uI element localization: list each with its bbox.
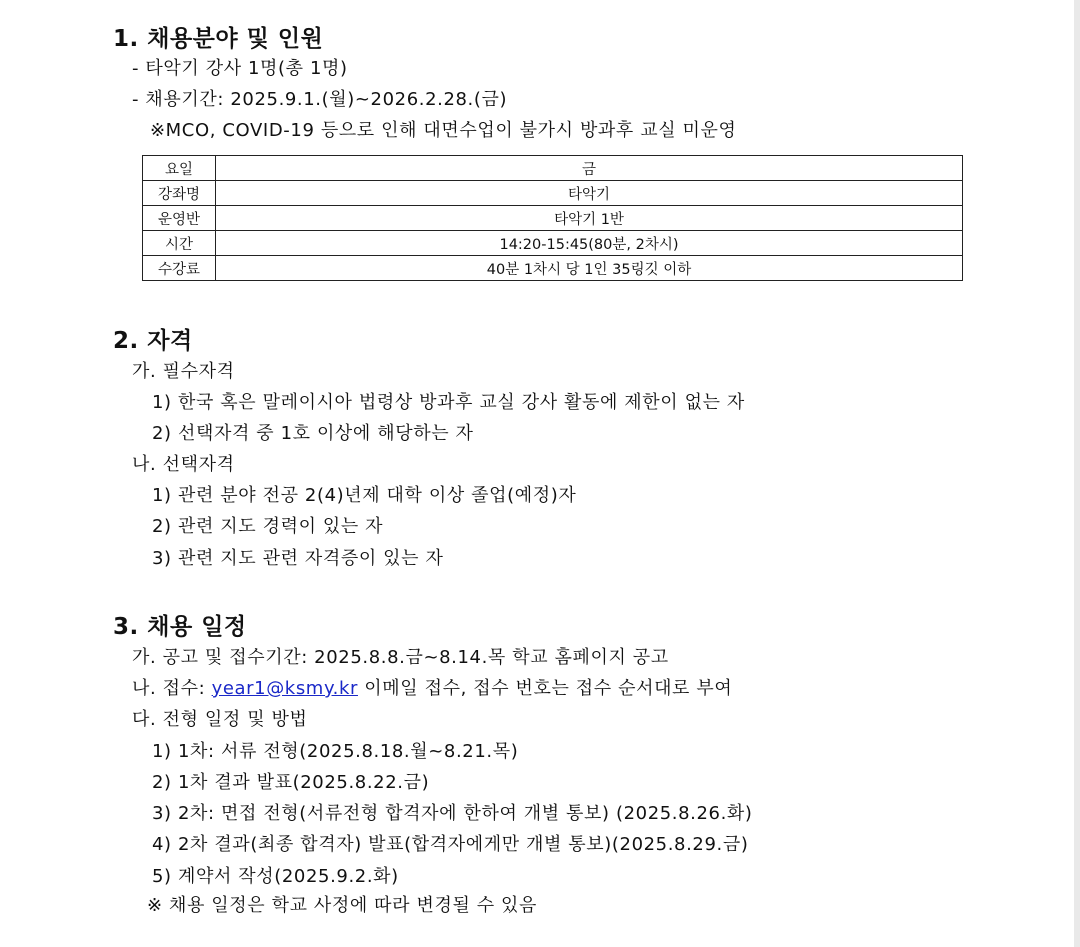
section1-title: 1. 채용분야 및 인원 [113, 26, 324, 52]
page-edge-divider [1074, 0, 1080, 947]
selection-step: 5) 계약서 작성(2025.9.2.화) [152, 866, 399, 887]
table-label-day: 요일 [143, 156, 216, 181]
application-prefix: 나. 접수: [132, 678, 212, 699]
application-email-link[interactable]: year1@ksmy.kr [211, 678, 358, 699]
notice-period: 가. 공고 및 접수기간: 2025.8.8.금~8.14.목 학교 홈페이지 공고 [132, 647, 669, 668]
optional-qualification-item: 1) 관련 분야 전공 2(4)년제 대학 이상 졸업(예정)자 [152, 485, 577, 506]
table-value-class: 타악기 1반 [216, 206, 963, 231]
section1-item-positions: - 타악기 강사 1명(총 1명) [132, 58, 348, 79]
section1-item-period: - 채용기간: 2025.9.1.(월)~2026.2.28.(금) [132, 89, 508, 110]
table-label-time: 시간 [143, 231, 216, 256]
schedule-footnote: ※ 채용 일정은 학교 사정에 따라 변경될 수 있음 [147, 895, 538, 916]
required-qualification-item: 1) 한국 혹은 말레이시아 법령상 방과후 교실 강사 활동에 제한이 없는 자 [152, 392, 745, 413]
table-row [143, 156, 963, 181]
table-value-day: 금 [216, 156, 963, 181]
table-row [143, 181, 963, 206]
selection-step: 2) 1차 결과 발표(2025.8.22.금) [152, 772, 430, 793]
required-qualification-item: 2) 선택자격 중 1호 이상에 해당하는 자 [152, 423, 474, 444]
selection-step: 3) 2차: 면접 전형(서류전형 합격자에 한하여 개별 통보) (2025.8.26.화) [152, 803, 753, 824]
table-value-fee: 40분 1차시 당 1인 35링깃 이하 [216, 256, 963, 281]
table-value-course: 타악기 [216, 181, 963, 206]
table-row [143, 206, 963, 231]
class-info-table [142, 155, 963, 281]
selection-process-title: 다. 전형 일정 및 방법 [132, 709, 308, 730]
table-row [143, 256, 963, 281]
optional-qualification-item: 2) 관련 지도 경력이 있는 자 [152, 516, 384, 537]
application-method [132, 677, 732, 701]
table-value-time: 14:20-15:45(80분, 2차시) [216, 231, 963, 256]
section1-note: ※MCO, COVID-19 등으로 인해 대면수업이 불가시 방과후 교실 미운영 [150, 120, 737, 141]
optional-qualification-item: 3) 관련 지도 관련 자격증이 있는 자 [152, 548, 444, 569]
selection-step: 4) 2차 결과(최종 합격자) 발표(합격자에게만 개별 통보)(2025.8.29.금) [152, 834, 749, 855]
table-label-course: 강좌명 [143, 181, 216, 206]
required-qualifications-title: 가. 필수자격 [132, 361, 235, 382]
section3-title: 3. 채용 일정 [113, 614, 247, 640]
selection-step: 1) 1차: 서류 전형(2025.8.18.월~8.21.목) [152, 741, 519, 762]
section2-title: 2. 자격 [113, 328, 193, 354]
table-label-class: 운영반 [143, 206, 216, 231]
application-suffix: 이메일 접수, 접수 번호는 접수 순서대로 부여 [357, 678, 733, 699]
optional-qualifications-title: 나. 선택자격 [132, 454, 235, 475]
table-row [143, 231, 963, 256]
table-label-fee: 수강료 [143, 256, 216, 281]
